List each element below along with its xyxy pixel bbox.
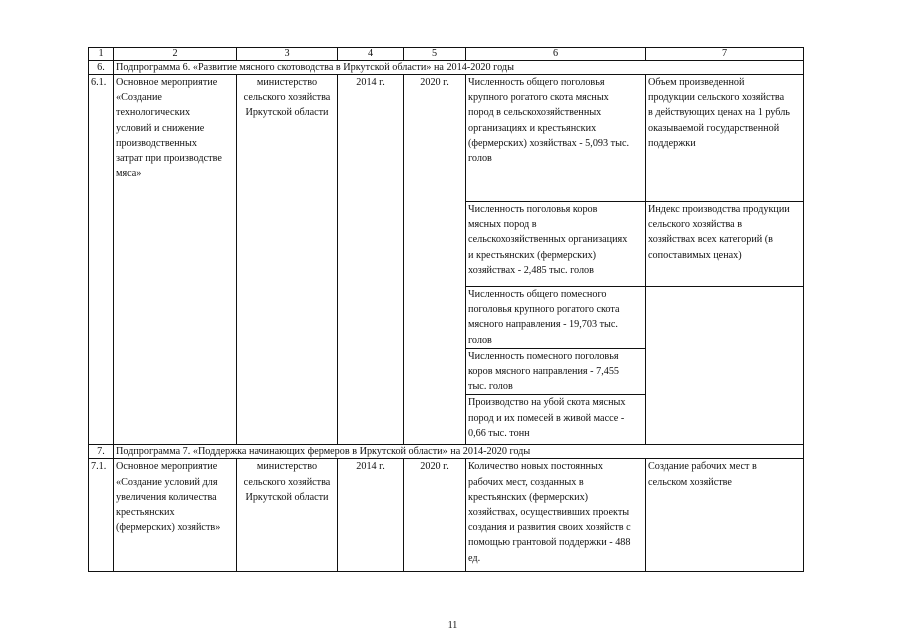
measure-cell: Основное мероприятие «Создание условий для увеличения количества крестьянских (фермерских) хозяйств» <box>114 459 237 572</box>
row-number: 6.1. <box>89 75 114 445</box>
column-header-7: 7 <box>646 48 804 61</box>
section-title: Подпрограмма 6. «Развитие мясного скотоводства в Иркутской области» на 2014-2020 годы <box>114 61 804 75</box>
column-header-3: 3 <box>237 48 338 61</box>
result-cell: Индекс производства продукции сельского хозяйства в хозяйствах всех категорий (в сопоставимых ценах) <box>646 202 804 287</box>
indicator-cell: Численность поголовья коров мясных пород в сельскохозяйственных организациях и крестьянских (фермерских) хозяйствах - 2,485 тыс. голов <box>466 202 646 287</box>
indicator-cell: Численность помесного поголовья коров мясного направления - 7,455 тыс. голов <box>466 348 646 395</box>
start-year-cell: 2014 г. <box>338 459 404 572</box>
result-cell-empty <box>646 287 804 445</box>
table-row <box>89 459 804 572</box>
column-header-1: 1 <box>89 48 114 61</box>
end-year-cell: 2020 г. <box>404 75 466 445</box>
table-row <box>89 75 804 202</box>
executor-cell: министерство сельского хозяйства Иркутской области <box>237 75 338 445</box>
column-header-4: 4 <box>338 48 404 61</box>
row-number: 7.1. <box>89 459 114 572</box>
indicator-cell: Численность общего поголовья крупного рогатого скота мясных пород в сельскохозяйственных организациях и крестьянских (фермерских) хозяйствах - 5,093 тыс. голов <box>466 75 646 202</box>
section-number: 7. <box>89 445 114 459</box>
result-cell: Создание рабочих мест в сельском хозяйстве <box>646 459 804 572</box>
section-6-header-row <box>89 61 804 75</box>
section-title: Подпрограмма 7. «Поддержка начинающих фермеров в Иркутской области» на 2014-2020 годы <box>114 445 804 459</box>
start-year-cell: 2014 г. <box>338 75 404 445</box>
measure-cell: Основное мероприятие «Создание технологических условий и снижение производственных затрат при производстве мяса» <box>114 75 237 445</box>
column-header-5: 5 <box>404 48 466 61</box>
section-7-header-row <box>89 445 804 459</box>
indicator-cell: Количество новых постоянных рабочих мест, созданных в крестьянских (фермерских) хозяйствах, осуществивших проекты создания и развития своих хозяйств с помощью грантовой поддержки - 488 ед. <box>466 459 646 572</box>
column-header-6: 6 <box>466 48 646 61</box>
executor-cell: министерство сельского хозяйства Иркутской области <box>237 459 338 572</box>
result-cell: Объем произведенной продукции сельского хозяйства в действующих ценах на 1 рубль оказываемой государственной поддержки <box>646 75 804 202</box>
column-header-2: 2 <box>114 48 237 61</box>
indicator-cell: Производство на убой скота мясных пород и их помесей в живой массе - 0,66 тыс. тонн <box>466 395 646 445</box>
page-number: 11 <box>447 620 458 631</box>
section-number: 6. <box>89 61 114 75</box>
program-table <box>88 47 804 572</box>
column-number-row <box>89 48 804 61</box>
end-year-cell: 2020 г. <box>404 459 466 572</box>
indicator-cell: Численность общего помесного поголовья крупного рогатого скота мясного направления - 19,703 тыс. голов <box>466 287 646 349</box>
